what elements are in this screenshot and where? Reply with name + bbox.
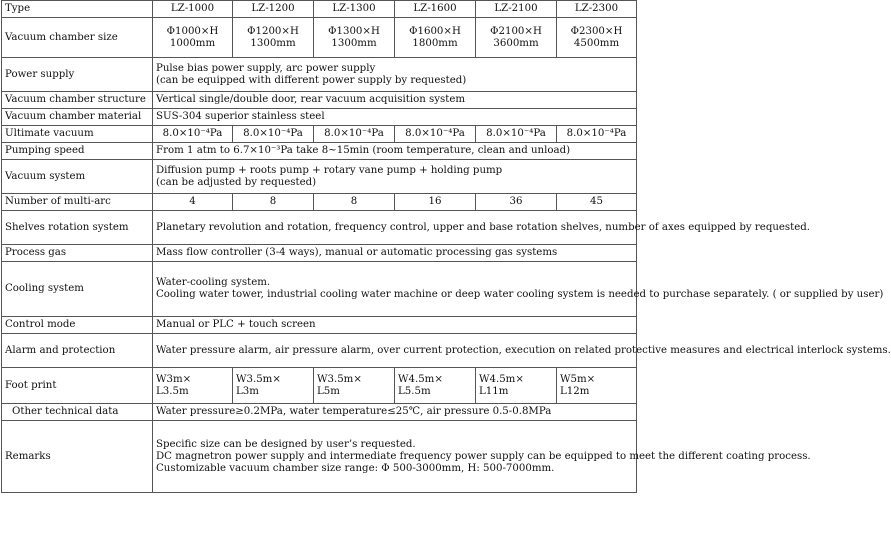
multi-arc-cell: 8 — [233, 194, 314, 211]
power-supply-value: Pulse bias power supply, arc power supply (can be equipped with different power supply by requested) — [153, 58, 637, 92]
footprint-cell: W4.5m× L5.5m — [395, 368, 476, 404]
material-row — [2, 109, 637, 126]
row-label: Foot print — [2, 368, 153, 404]
header-row — [2, 1, 637, 18]
pumping-speed-row — [2, 143, 637, 160]
row-label: Power supply — [2, 58, 153, 92]
chamber-size-cell: Φ1000×H 1000mm — [153, 18, 233, 58]
row-label: Ultimate vacuum — [2, 126, 153, 143]
multi-arc-row — [2, 194, 637, 211]
ultimate-vacuum-cell: 8.0×10⁻⁴Pa — [395, 126, 476, 143]
shelves-row — [2, 211, 637, 245]
multi-arc-cell: 45 — [557, 194, 637, 211]
chamber-size-cell: Φ1600×H 1800mm — [395, 18, 476, 58]
control-row — [2, 317, 637, 334]
row-label: Vacuum chamber size — [2, 18, 153, 58]
ultimate-vacuum-cell: 8.0×10⁻⁴Pa — [153, 126, 233, 143]
ultimate-vacuum-cell: 8.0×10⁻⁴Pa — [233, 126, 314, 143]
multi-arc-cell: 36 — [476, 194, 557, 211]
type-label: Type — [2, 1, 153, 18]
structure-row — [2, 92, 637, 109]
alarm-value: Water pressure alarm, air pressure alarm, over current protection, execution on related protective measures and electrical interlock systems. — [153, 334, 637, 368]
row-label: Pumping speed — [2, 143, 153, 160]
remarks-row — [2, 421, 637, 493]
row-label: Cooling system — [2, 262, 153, 317]
row-label: Remarks — [2, 421, 153, 493]
chamber-size-cell: Φ2100×H 3600mm — [476, 18, 557, 58]
ultimate-vacuum-row — [2, 126, 637, 143]
power-supply-row — [2, 58, 637, 92]
footprint-cell: W4.5m× L11m — [476, 368, 557, 404]
model-header: LZ-1300 — [314, 1, 395, 18]
row-label: Number of multi-arc — [2, 194, 153, 211]
footprint-cell: W3.5m× L5m — [314, 368, 395, 404]
multi-arc-cell: 4 — [153, 194, 233, 211]
model-header: LZ-1200 — [233, 1, 314, 18]
row-label: Control mode — [2, 317, 153, 334]
row-label: Vacuum system — [2, 160, 153, 194]
pumping-speed-value: From 1 atm to 6.7×10⁻³Pa take 8~15min (room temperature, clean and unload) — [153, 143, 637, 160]
process-gas-value: Mass flow controller (3-4 ways), manual or automatic processing gas systems — [153, 245, 637, 262]
model-header: LZ-1600 — [395, 1, 476, 18]
material-value: SUS-304 superior stainless steel — [153, 109, 637, 126]
multi-arc-cell: 8 — [314, 194, 395, 211]
row-label: Shelves rotation system — [2, 211, 153, 245]
ultimate-vacuum-cell: 8.0×10⁻⁴Pa — [476, 126, 557, 143]
chamber-size-cell: Φ2300×H 4500mm — [557, 18, 637, 58]
chamber-size-cell: Φ1200×H 1300mm — [233, 18, 314, 58]
control-value: Manual or PLC + touch screen — [153, 317, 637, 334]
row-label: Vacuum chamber structure — [2, 92, 153, 109]
cooling-row — [2, 262, 637, 317]
row-label: Alarm and protection — [2, 334, 153, 368]
vacuum-system-row — [2, 160, 637, 194]
process-gas-row — [2, 245, 637, 262]
model-header: LZ-2300 — [557, 1, 637, 18]
structure-value: Vertical single/double door, rear vacuum acquisition system — [153, 92, 637, 109]
ultimate-vacuum-cell: 8.0×10⁻⁴Pa — [557, 126, 637, 143]
chamber-size-cell: Φ1300×H 1300mm — [314, 18, 395, 58]
row-label: Other technical data — [2, 404, 153, 421]
footprint-cell: W3m× L3.5m — [153, 368, 233, 404]
multi-arc-cell: 16 — [395, 194, 476, 211]
footprint-cell: W5m× L12m — [557, 368, 637, 404]
ultimate-vacuum-cell: 8.0×10⁻⁴Pa — [314, 126, 395, 143]
cooling-value: Water-cooling system. Cooling water tower, industrial cooling water machine or deep water cooling system is needed to purchase separately. ( or supplied by user) — [153, 262, 637, 317]
chamber-size-row — [2, 18, 637, 58]
model-header: LZ-2100 — [476, 1, 557, 18]
remarks-value: Specific size can be designed by user’s requested. DC magnetron power supply and intermediate frequency power supply can be equipped to meet the different coating process. Customizable vacuum chamber size range: Φ 500-3000mm, H: 500-7000mm. — [153, 421, 637, 493]
footprint-cell: W3.5m× L3m — [233, 368, 314, 404]
shelves-value: Planetary revolution and rotation, frequency control, upper and base rotation shelves, number of axes equipped by requested. — [153, 211, 637, 245]
footprint-row — [2, 368, 637, 404]
alarm-row — [2, 334, 637, 368]
vacuum-system-value: Diffusion pump + roots pump + rotary vane pump + holding pump (can be adjusted by requested) — [153, 160, 637, 194]
row-label: Process gas — [2, 245, 153, 262]
other-row — [2, 404, 637, 421]
spec-table — [1, 0, 891, 493]
model-header: LZ-1000 — [153, 1, 233, 18]
other-value: Water pressure≥0.2MPa, water temperature≤25℃, air pressure 0.5-0.8MPa — [153, 404, 637, 421]
row-label: Vacuum chamber material — [2, 109, 153, 126]
